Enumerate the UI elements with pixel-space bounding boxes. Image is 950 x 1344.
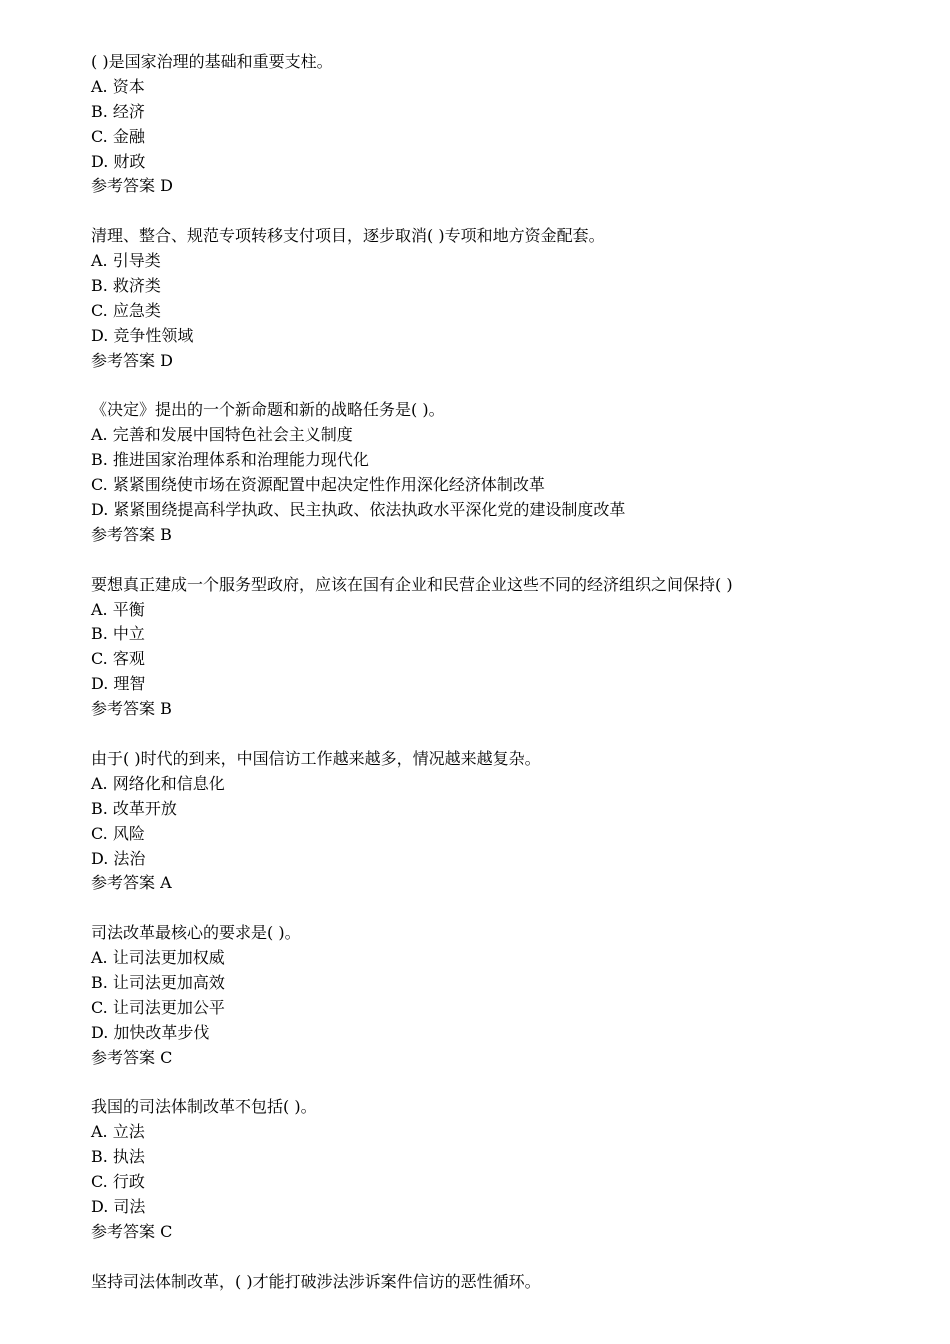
option-b: B. 推进国家治理体系和治理能力现代化 (91, 450, 369, 470)
reference-answer: 参考答案 A (91, 873, 172, 893)
question-block (91, 573, 891, 722)
option-c: C. 金融 (91, 126, 145, 146)
question-text: 要想真正建成一个服务型政府，应该在国有企业和民营企业这些不同的经济组织之间保持( ) (91, 574, 733, 594)
question-text: ( )是国家治理的基础和重要支柱。 (91, 52, 333, 71)
option-d: D. 加快改革步伐 (91, 1022, 210, 1042)
option-c: C. 行政 (91, 1172, 145, 1192)
question-block (91, 1095, 891, 1244)
option-a: A. 引导类 (91, 251, 161, 271)
option-d: D. 紧紧围绕提高科学执政、民主执政、依法执政水平深化党的建设制度改革 (91, 500, 626, 520)
question-block (91, 398, 891, 547)
option-a: A. 网络化和信息化 (91, 773, 225, 793)
option-a: A. 平衡 (91, 599, 145, 619)
option-b: B. 改革开放 (91, 798, 177, 818)
question-block (91, 1270, 891, 1295)
option-d: D. 竞争性领域 (91, 325, 194, 345)
option-d: D. 法治 (91, 848, 146, 868)
option-d: D. 财政 (91, 151, 146, 171)
option-d: D. 理智 (91, 674, 146, 694)
reference-answer: 参考答案 C (91, 1047, 173, 1067)
document-page (91, 50, 891, 1319)
reference-answer: 参考答案 C (91, 1221, 173, 1241)
option-c: C. 客观 (91, 649, 145, 669)
question-block (91, 50, 891, 199)
question-text: 清理、整合、规范专项转移支付项目，逐步取消( )专项和地方资金配套。 (91, 226, 605, 246)
question-block (91, 747, 891, 896)
reference-answer: 参考答案 D (91, 350, 173, 370)
option-b: B. 救济类 (91, 276, 161, 296)
option-a: A. 让司法更加权威 (91, 948, 225, 968)
option-c: C. 风险 (91, 823, 145, 843)
option-b: B. 执法 (91, 1147, 145, 1167)
option-a: A. 资本 (91, 76, 145, 96)
reference-answer: 参考答案 B (91, 524, 172, 544)
reference-answer: 参考答案 D (91, 176, 173, 196)
option-a: A. 完善和发展中国特色社会主义制度 (91, 425, 353, 445)
option-c: C. 紧紧围绕使市场在资源配置中起决定性作用深化经济体制改革 (91, 475, 545, 495)
question-text: 司法改革最核心的要求是( )。 (91, 923, 301, 943)
reference-answer: 参考答案 B (91, 699, 172, 719)
option-b: B. 经济 (91, 101, 145, 121)
option-c: C. 让司法更加公平 (91, 997, 225, 1017)
question-block (91, 224, 891, 373)
option-a: A. 立法 (91, 1122, 145, 1142)
question-text: 我国的司法体制改革不包括( )。 (91, 1097, 317, 1117)
option-b: B. 让司法更加高效 (91, 972, 225, 992)
question-text: 《决定》提出的一个新命题和新的战略任务是( )。 (91, 400, 445, 420)
question-block (91, 921, 891, 1070)
question-text: 由于( )时代的到来，中国信访工作越来越多，情况越来越复杂。 (91, 748, 541, 768)
option-c: C. 应急类 (91, 300, 161, 320)
option-d: D. 司法 (91, 1196, 146, 1216)
option-b: B. 中立 (91, 624, 145, 644)
question-text: 坚持司法体制改革，( )才能打破涉法涉诉案件信访的恶性循环。 (91, 1271, 541, 1291)
